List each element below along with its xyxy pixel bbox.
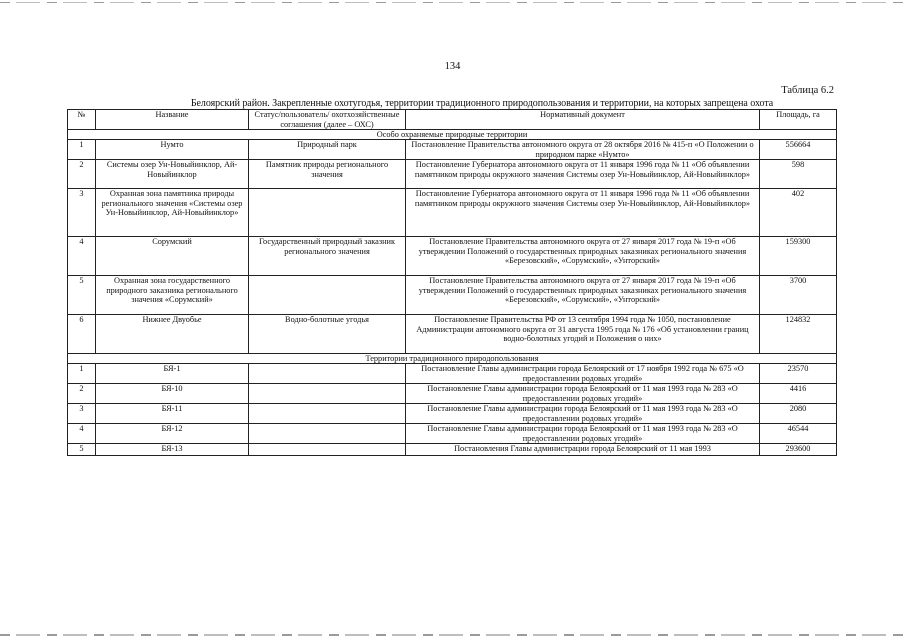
- cell-name: БЯ-11: [96, 404, 249, 424]
- section-title: Территории традиционного природопользования: [68, 354, 837, 364]
- cell-area: 23570: [760, 364, 837, 384]
- cell-name: БЯ-10: [96, 384, 249, 404]
- cell-area: 124832: [760, 315, 837, 354]
- cell-number: 5: [68, 276, 96, 315]
- cell-status: [249, 276, 406, 315]
- cell-status: [249, 384, 406, 404]
- cell-status: [249, 404, 406, 424]
- cell-status: [249, 444, 406, 456]
- table-row: [68, 276, 837, 315]
- cell-status: [249, 364, 406, 384]
- section-row: [68, 130, 837, 140]
- cell-area: 46544: [760, 424, 837, 444]
- cell-document: Постановление Главы администрации города Белоярский от 11 мая 1993 года № 283 «О предоставлении родовых угодий»: [406, 384, 760, 404]
- cell-number: 5: [68, 444, 96, 456]
- table-row: [68, 140, 837, 160]
- table-row: [68, 364, 837, 384]
- cell-name: БЯ-1: [96, 364, 249, 384]
- cell-number: 1: [68, 140, 96, 160]
- cell-area: 3700: [760, 276, 837, 315]
- cell-name: Нижнее Двуобье: [96, 315, 249, 354]
- cell-name: БЯ-12: [96, 424, 249, 444]
- column-header-document: Нормативный документ: [406, 110, 760, 130]
- cell-number: 4: [68, 424, 96, 444]
- cell-document: Постановление Главы администрации города Белоярский от 11 мая 1993 года № 283 «О предоставлении родовых угодий»: [406, 404, 760, 424]
- column-header-name: Название: [96, 110, 249, 130]
- cell-number: 6: [68, 315, 96, 354]
- cell-status: Памятник природы регионального значения: [249, 160, 406, 189]
- cell-status: [249, 424, 406, 444]
- cell-name: Охранная зона государственного природного заказника регионального значения «Сорумский»: [96, 276, 249, 315]
- cell-name: Нумто: [96, 140, 249, 160]
- cell-area: 556664: [760, 140, 837, 160]
- table-header-row: [68, 110, 837, 130]
- cell-number: 3: [68, 404, 96, 424]
- cell-document: Постановления Главы администрации города Белоярский от 11 мая 1993: [406, 444, 760, 456]
- cell-document: Постановление Главы администрации города Белоярский от 17 ноября 1992 года № 675 «О предоставлении родовых угодий»: [406, 364, 760, 384]
- cell-status: Государственный природный заказник регионального значения: [249, 237, 406, 276]
- cell-document: Постановление Правительства автономного округа от 27 января 2017 года № 19-п «Об утверждении Положений о государственных природных заказниках регионального значения «Березовский», «Сорумский», «Унторский»: [406, 237, 760, 276]
- cell-status: Водно-болотные угодья: [249, 315, 406, 354]
- column-header-area: Площадь, га: [760, 110, 837, 130]
- table-row: [68, 384, 837, 404]
- cell-number: 4: [68, 237, 96, 276]
- table-label: Таблица 6.2: [781, 85, 834, 96]
- cell-name: Охранная зона памятника природы регионального значения «Системы озер Ун-Новыйинклор, Ай-Новыйинклор»: [96, 189, 249, 237]
- cell-document: Постановление Губернатора автономного округа от 11 января 1996 года № 11 «Об объявлении памятником природы окружного значения Системы озер Ун-Новыйинклор, Ай-Новыйинклор»: [406, 189, 760, 237]
- scan-edge-bottom: [0, 634, 905, 636]
- cell-status: Природный парк: [249, 140, 406, 160]
- column-header-number: №: [68, 110, 96, 130]
- table-row: [68, 444, 837, 456]
- cell-number: 1: [68, 364, 96, 384]
- table-row: [68, 189, 837, 237]
- cell-area: 598: [760, 160, 837, 189]
- cell-area: 402: [760, 189, 837, 237]
- cell-document: Постановление Правительства автономного округа от 27 января 2017 года № 19-п «Об утверждении Положений о государственных природных заказниках регионального значения «Березовский», «Сорумский», «Унторский»: [406, 276, 760, 315]
- cell-number: 3: [68, 189, 96, 237]
- cell-status: [249, 189, 406, 237]
- table-row: [68, 404, 837, 424]
- section-title: Особо охраняемые природные территории: [68, 130, 837, 140]
- cell-area: 159300: [760, 237, 837, 276]
- table-row: [68, 424, 837, 444]
- data-table: [67, 109, 837, 456]
- page-number: 134: [444, 61, 461, 72]
- cell-document: Постановление Правительства автономного округа от 28 октября 2016 № 415-п «О Положении о природном парке «Нумто»: [406, 140, 760, 160]
- cell-area: 4416: [760, 384, 837, 404]
- cell-name: Системы озер Ун-Новыйинклор, Ай-Новыйинклор: [96, 160, 249, 189]
- cell-name: Сорумский: [96, 237, 249, 276]
- cell-document: Постановление Правительства РФ от 13 сентября 1994 года № 1050, постановление Администрации автономного округа от 31 августа 1995 года № 176 «Об установлении границ водно-болотных угодий и Положения о них»: [406, 315, 760, 354]
- cell-document: Постановление Губернатора автономного округа от 11 января 1996 года № 11 «Об объявлении памятником природы окружного значения Системы озер Ун-Новыйинклор, Ай-Новыйинклор»: [406, 160, 760, 189]
- cell-area: 2080: [760, 404, 837, 424]
- table-row: [68, 237, 837, 276]
- cell-area: 293600: [760, 444, 837, 456]
- table-row: [68, 315, 837, 354]
- table-caption: Белоярский район. Закрепленные охотугодья, территории традиционного природопользования и территории, на которых запрещена охота: [190, 98, 774, 109]
- table-row: [68, 160, 837, 189]
- cell-number: 2: [68, 384, 96, 404]
- section-row: [68, 354, 837, 364]
- cell-name: БЯ-13: [96, 444, 249, 456]
- cell-document: Постановление Главы администрации города Белоярский от 11 мая 1993 года № 283 «О предоставлении родовых угодий»: [406, 424, 760, 444]
- column-header-status: Статус/пользователь/ охотхозяйственные соглашения (далее – ОХС): [249, 110, 406, 130]
- cell-number: 2: [68, 160, 96, 189]
- scan-edge-top: [0, 2, 905, 3]
